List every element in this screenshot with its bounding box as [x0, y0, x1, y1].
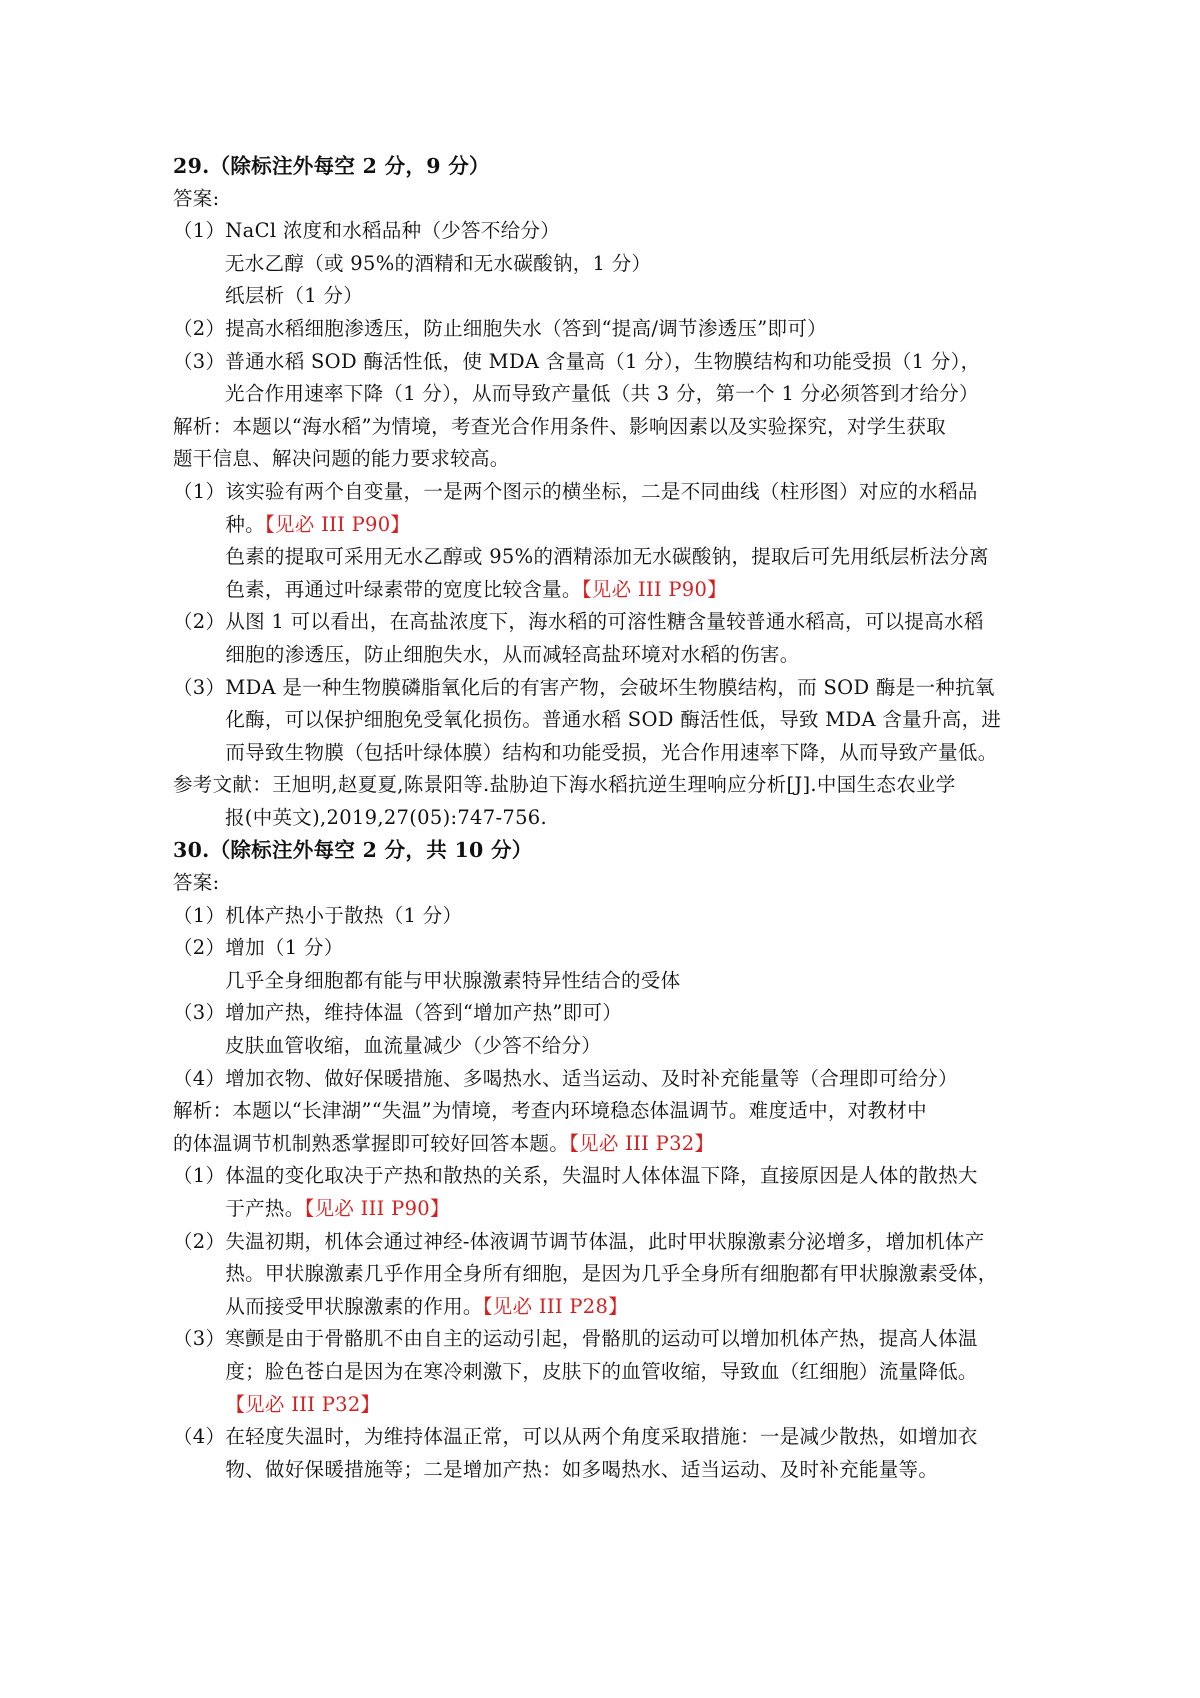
q29-answer-1b: 无水乙醇（或 95%的酒精和无水碳酸钠，1 分）: [225, 251, 652, 275]
explanation-line: 于产热。: [225, 1197, 305, 1220]
q29-answer-1: （1）NaCl 浓度和水稻品种（少答不给分）: [173, 219, 561, 243]
q30-analysis-line-2: 的体温调节机制熟悉掌握即可较好回答本题。: [173, 1131, 570, 1155]
q30-analysis-line-1: 解析：本题以“长津湖”“失温”为情境，考查内环境稳态体温调节。难度适中，对教材中: [173, 1099, 927, 1123]
explanation-line: 化酶，可以保护细胞免受氧化损伤。普通水稻 SOD 酶活性低，导致 MDA 含量升高，进: [225, 708, 1002, 732]
q30-explanation-1: [173, 1160, 1050, 1225]
q29-answer-1c: 纸层析（1 分）: [225, 284, 364, 308]
item-number: （2）: [173, 610, 226, 634]
q29-answer-label: 答案:: [173, 186, 220, 210]
q29-analysis-line-1: 解析：本题以“海水稻”为情境，考查光合作用条件、影响因素以及实验探究，对学生获取: [173, 414, 946, 438]
explanation-line: 物、做好保暖措施等；二是增加产热：如多喝热水、适当运动、及时补充能量等。: [225, 1457, 939, 1481]
textbook-reference: 【见必 III P90】: [581, 577, 728, 601]
q29-explanation-1: [173, 476, 1050, 606]
explanation-line: 体温的变化取决于产热和散热的关系，失温时人体体温下降，直接原因是人体的散热大: [225, 1164, 978, 1188]
explanation-line: 色素的提取可采用无水乙醇或 95%的酒精添加无水碳酸钠，提取后可先用纸层析法分离: [225, 545, 989, 569]
item-number: （3）: [173, 675, 226, 699]
explanation-line: 热。甲状腺激素几乎作用全身所有细胞，是因为几乎全身所有细胞都有甲状腺激素受体，: [225, 1262, 998, 1286]
q30-answer-label: 答案:: [173, 871, 220, 895]
item-number: （2）: [173, 1229, 226, 1253]
textbook-reference: 【见必 III P90】: [304, 1197, 450, 1220]
explanation-line: 色素，再通过叶绿素带的宽度比较含量。: [225, 577, 582, 601]
q29-reference-line-2: 报(中英文),2019,27(05):747-756.: [225, 805, 547, 829]
q30-heading: 30.（除标注外每空 2 分，共 10 分）: [173, 838, 533, 863]
explanation-line: 从而接受甲状腺激素的作用。: [225, 1294, 483, 1318]
explanation-line: 该实验有两个自变量，一是两个图示的横坐标，二是不同曲线（柱形图）对应的水稻品: [225, 479, 978, 503]
q30-answer-3: （3）增加产热，维持体温（答到“增加产热”即可）: [173, 1001, 623, 1025]
q30-explanation-3: [173, 1323, 1050, 1421]
q29-answer-3: （3）普通水稻 SOD 酶活性低，使 MDA 含量高（1 分），生物膜结构和功能受损（1 分），: [173, 349, 981, 373]
q30-answer-2b: 几乎全身细胞都有能与甲状腺激素特异性结合的受体: [225, 968, 681, 992]
item-number: （4）: [173, 1425, 226, 1449]
q30-answer-2: （2）增加（1 分）: [173, 936, 344, 960]
q29-reference-line-1: 参考文献：王旭明,赵夏夏,陈景阳等.盐胁迫下海水稻抗逆生理响应分析[J].中国生态农业学: [173, 773, 956, 797]
explanation-line: 细胞的渗透压，防止细胞失水，从而减轻高盐环境对水稻的伤害。: [225, 642, 800, 666]
explanation-line: 从图 1 可以看出，在高盐浓度下，海水稻的可溶性糖含量较普通水稻高，可以提高水稻: [225, 610, 984, 634]
q30-answer-1: （1）机体产热小于散热（1 分）: [173, 903, 463, 927]
explanation-line: 度；脸色苍白是因为在寒冷刺激下，皮肤下的血管收缩，导致血（红细胞）流量降低。: [225, 1359, 978, 1383]
explanation-line: 失温初期，机体会通过神经-体液调节调节体温，此时甲状腺激素分泌增多，增加机体产: [225, 1229, 985, 1253]
q30-explanation-2: [173, 1226, 1050, 1324]
item-number: （3）: [173, 1327, 226, 1351]
q29-analysis-line-2: 题干信息、解决问题的能力要求较高。: [173, 447, 510, 471]
explanation-line: 在轻度失温时，为维持体温正常，可以从两个角度采取措施：一是减少散热，如增加衣: [225, 1425, 978, 1449]
q29-explanation-3: [173, 672, 1050, 770]
q30-explanation-4: [173, 1421, 1050, 1486]
explanation-line: 而导致生物膜（包括叶绿体膜）结构和功能受损，光合作用速率下降，从而导致产量低。: [225, 740, 998, 764]
explanation-line: 种。: [225, 512, 265, 536]
textbook-reference: 【见必 III P32】: [569, 1131, 715, 1155]
q29-heading: 29.（除标注外每空 2 分，9 分）: [173, 154, 490, 178]
q29-answer-3b: 光合作用速率下降（1 分），从而导致产量低（共 3 分，第一个 1 分必须答到才给分）: [225, 382, 979, 406]
q30-answer-4: （4）增加衣物、做好保暖措施、多喝热水、适当运动、及时补充能量等（合理即可给分）: [173, 1066, 958, 1090]
item-number: （1）: [173, 1164, 226, 1188]
textbook-reference: 【见必 III P28】: [482, 1294, 629, 1318]
q30-answer-3b: 皮肤血管收缩，血流量减少（少答不给分）: [225, 1034, 602, 1058]
explanation-line: MDA 是一种生物膜磷脂氧化后的有害产物，会破坏生物膜结构，而 SOD 酶是一种抗氧: [225, 675, 995, 699]
item-number: （1）: [173, 479, 226, 503]
q29-answer-2: （2）提高水稻细胞渗透压，防止细胞失水（答到“提高/调节渗透压”即可）: [173, 316, 827, 340]
q29-explanation-2: [173, 606, 1050, 671]
textbook-reference: 【见必 III P90】: [264, 512, 411, 536]
textbook-reference: 【见必 III P32】: [225, 1392, 381, 1416]
explanation-line: 寒颤是由于骨骼肌不由自主的运动引起，骨骼肌的运动可以增加机体产热，提高人体温: [225, 1327, 978, 1351]
